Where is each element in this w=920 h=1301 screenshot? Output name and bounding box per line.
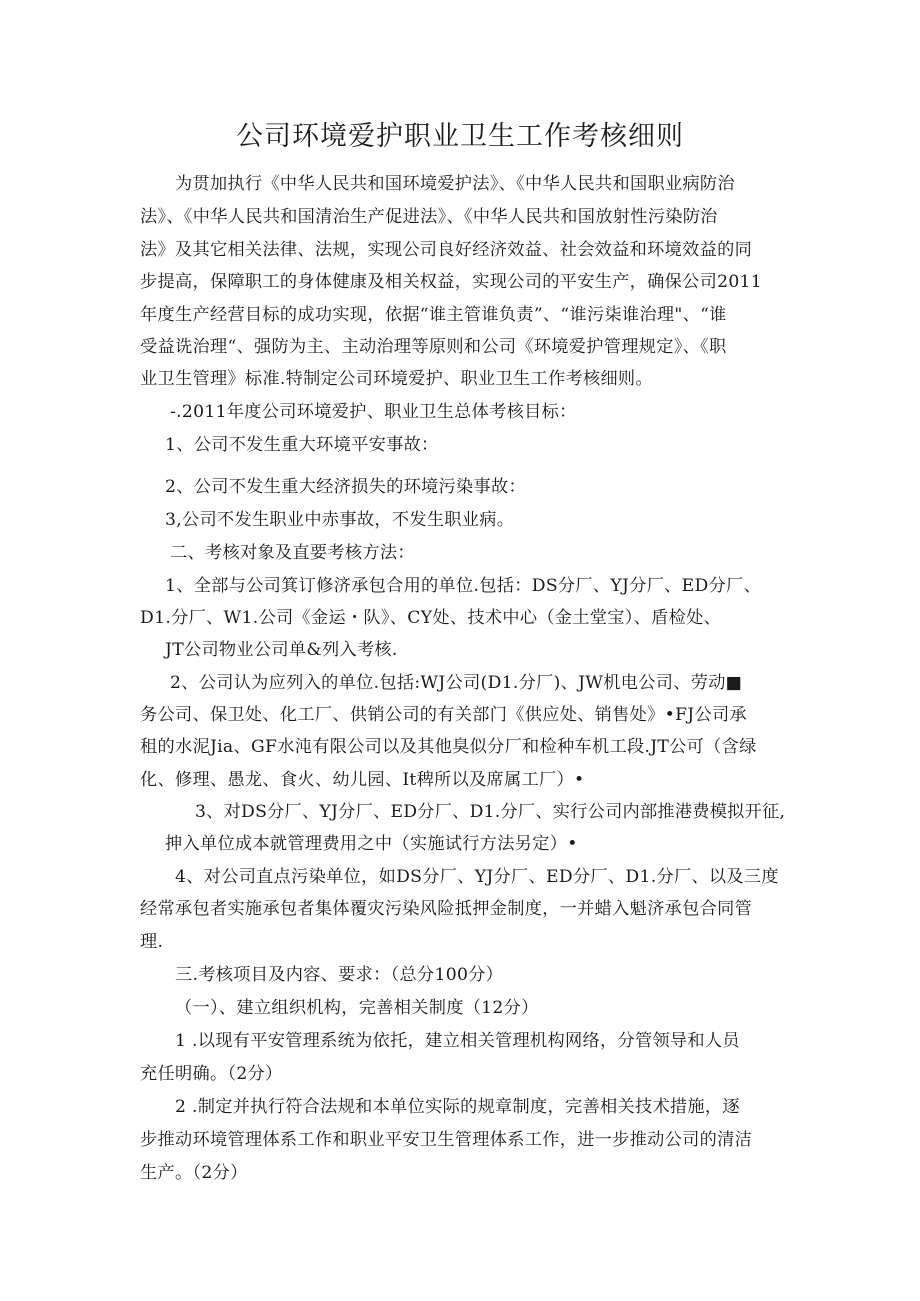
paragraph-line: 充任明确。（2分） [140, 1064, 283, 1084]
paragraph-line: 经常承包者实施承包者集体覆灾污染风险抵押金制度，一并蜡入魁济承包合同管 [140, 899, 753, 919]
list-item: 1、全部与公司箕订修济承包合用的单位.包括：DS分厂、YJ分厂、ED分厂、 [165, 576, 762, 596]
list-item: 1、公司不发生重大环境平安事故： [165, 435, 439, 455]
list-item: 3,公司不发生职业中赤事故，不发生职业病。 [165, 510, 515, 530]
paragraph-line: 步提高，保障职工的身体健康及相关权益，实现公司的平安生产，确保公司2011 [140, 272, 763, 292]
list-item: 2、公司认为应列入的单位.包括:WJ公司(D1.分厂)、JW机电公司、劳动■ [170, 673, 743, 693]
paragraph-line: 生产。（2分） [140, 1163, 248, 1183]
document-title: 公司环境爱护职业卫生工作考核细则 [236, 121, 684, 152]
list-item: 3、对DS分厂、YJ分厂、ED分厂、D1.分厂、实行公司内部推港费模拟开征, [195, 802, 786, 822]
list-item: 1 .以现有平安管理系统为依托，建立相关管理机构网络，分管领导和人员 [175, 1031, 740, 1051]
list-item: 2 .制定并执行符合法规和本单位实际的规章制度，完善相关技术措施，逐 [175, 1097, 740, 1117]
paragraph-line: 抻入单位成本就管理费用之中（实施试行方法另定）• [165, 834, 578, 854]
section-heading-three: 三.考核项目及内容、要求：（总分100分） [175, 965, 504, 985]
paragraph-line: 理. [140, 932, 164, 952]
paragraph-line: 法》及其它相关法律、法规，实现公司良好经济效益、社会效益和环境效益的同 [140, 240, 753, 260]
subsection-heading: （一）、建立组织机构，完善相关制度（12分） [175, 998, 539, 1018]
paragraph-line: JT公司物业公司单&列入考核. [165, 640, 398, 660]
list-item: 2、公司不发生重大经济损失的环境污染事故： [165, 477, 526, 497]
section-heading-one: -.2011年度公司环境爱护、职业卫生总体考核目标： [170, 402, 577, 422]
paragraph-line: 受益诜治理“、强防为主、主动治理等原则和公司《环境爱护管理规定》、《职 [140, 337, 727, 357]
paragraph-line: D1.分厂、W1.公司《金运・队》、CY处、技术中心（金土堂宝）、盾检处、 [140, 608, 722, 628]
paragraph-line: 租的水泥Jia、GF水沌有限公司以及其他臭似分厂和检种车机工段.JT公可（含绿 [140, 737, 757, 757]
paragraph-line: 法》、《中华人民共和国清治生产促进法》、《中华人民共和国放射性污染防治 [140, 207, 718, 227]
paragraph-line: 年度生产经营目标的成功实现，依据“谁主管谁负责”、“谁污柒谁治理"、“谁 [140, 305, 727, 325]
paragraph-line: 步推动环境管理体系工作和职业平安卫生管理体系工作，进一步推动公司的清洁 [140, 1130, 753, 1150]
section-heading-two: 二、考核对象及直要考核方法： [170, 543, 415, 563]
paragraph-line: 化、修理、愚龙、食火、幼儿园、It稗所以及席属工厂）• [140, 770, 585, 790]
list-item: 4、对公司直点污染单位，如DS分厂、YJ分厂、ED分厂、D1.分厂、以及三度 [175, 867, 779, 887]
paragraph-line: 为贯加执行《中华人民共和国环境爱护法》、《中华人民共和国职业病防治 [175, 174, 735, 194]
paragraph-line: 务公司、保卫处、化工厂、供销公司的有关部门《供应处、销售处》•FJ公司承 [140, 705, 747, 725]
paragraph-line: 业卫生管理》标准.特制定公司环境爱护、职业卫生工作考核细则。 [140, 369, 653, 389]
